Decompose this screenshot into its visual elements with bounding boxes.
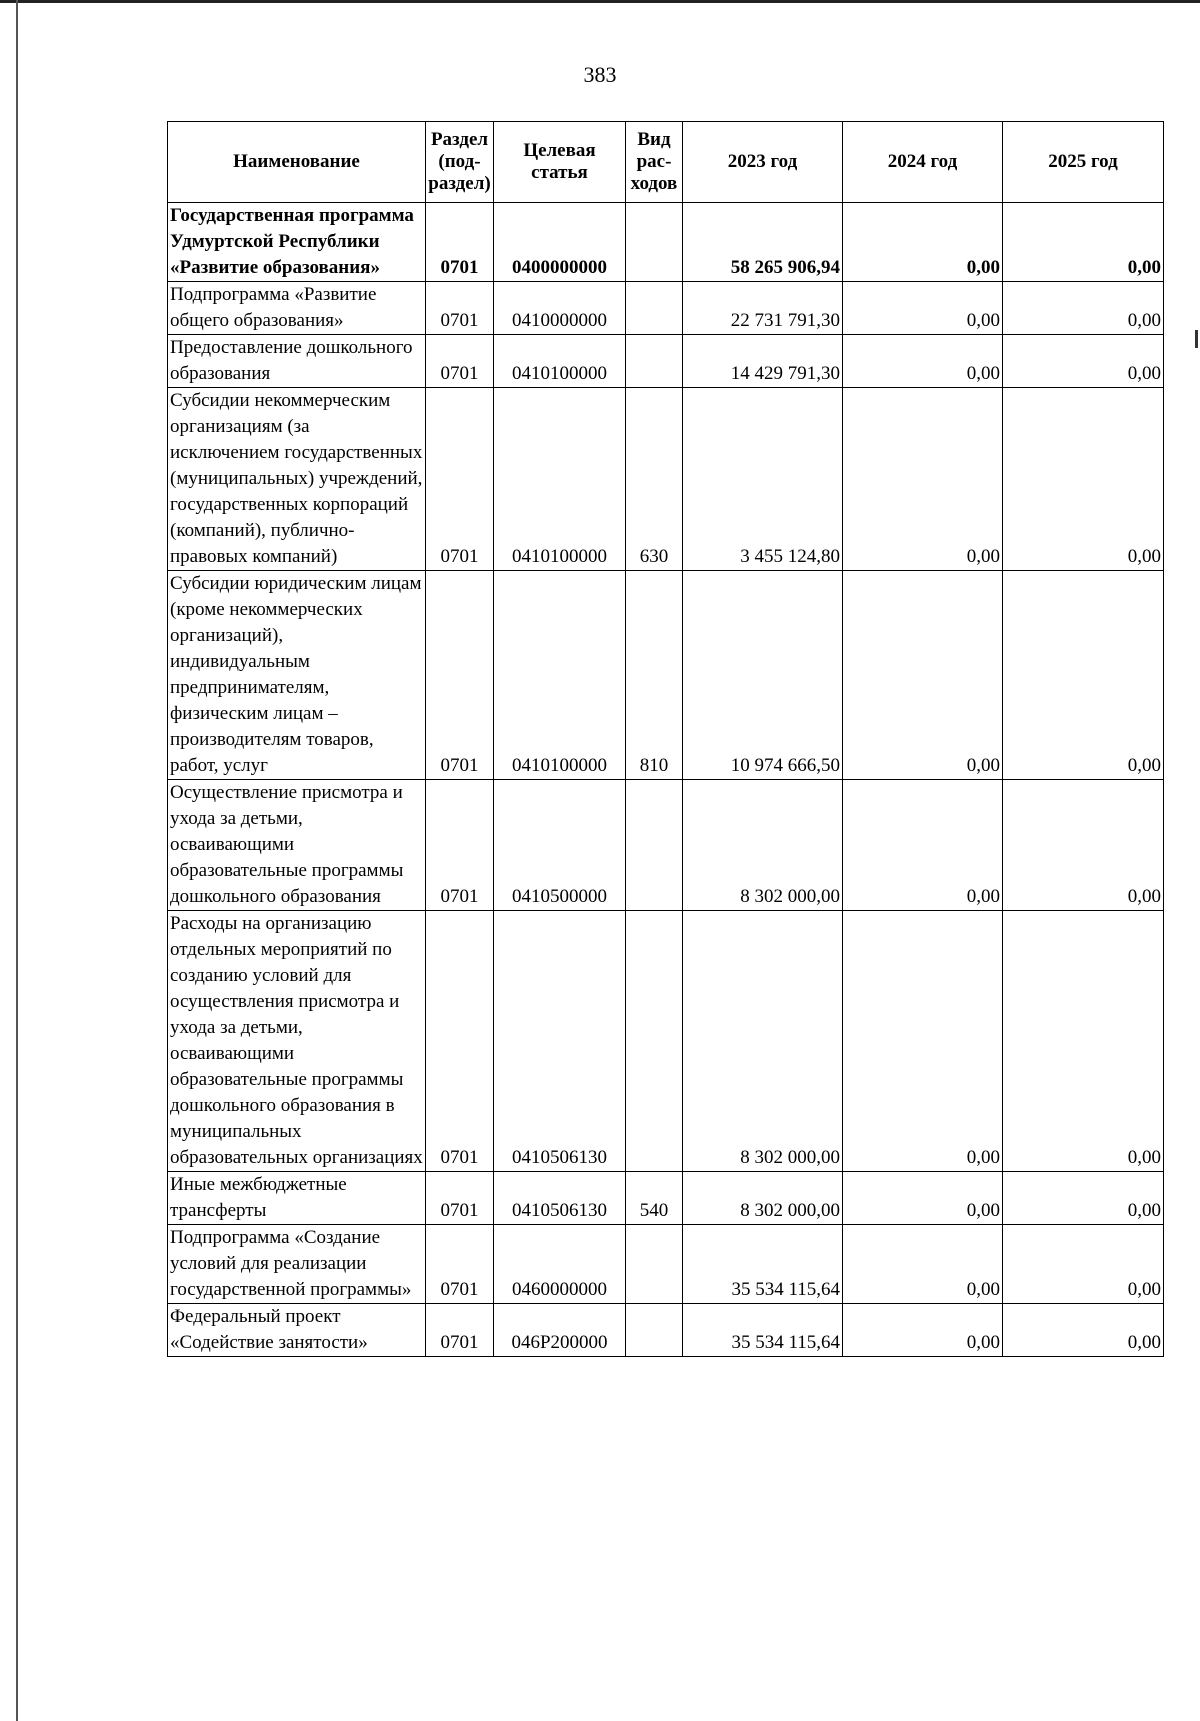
budget-table [167, 121, 1164, 1357]
row-kind [626, 335, 683, 388]
row-kind [626, 911, 683, 1172]
row-kind [626, 203, 683, 282]
row-name: Подпрограмма «Создание условий для реализации государственной программы» [168, 1225, 426, 1304]
table-row [168, 1172, 1164, 1225]
row-section: 0701 [426, 282, 494, 335]
row-section: 0701 [426, 388, 494, 571]
row-2024: 0,00 [843, 911, 1003, 1172]
row-section: 0701 [426, 780, 494, 911]
row-2023: 14 429 791,30 [683, 335, 843, 388]
row-name: Федеральный проект «Содействие занятости» [168, 1304, 426, 1357]
table-row [168, 335, 1164, 388]
row-name: Осуществление присмотра и ухода за детьми, осваивающими образовательные программы дошкольного образования [168, 780, 426, 911]
row-name: Предоставление дошкольного образования [168, 335, 426, 388]
row-2023: 8 302 000,00 [683, 1172, 843, 1225]
row-target: 0410100000 [494, 388, 626, 571]
row-2024: 0,00 [843, 203, 1003, 282]
row-name: Субсидии некоммерческим организациям (за исключением государственных (муниципальных) учреждений, государственных корпораций (компаний), публично-правовых компаний) [168, 388, 426, 571]
table-row [168, 1225, 1164, 1304]
row-kind: 630 [626, 388, 683, 571]
header-2025: 2025 год [1003, 122, 1164, 203]
row-name: Государственная программа Удмуртской Республики «Развитие образования» [168, 203, 426, 282]
header-2023: 2023 год [683, 122, 843, 203]
row-2025: 0,00 [1003, 1225, 1164, 1304]
table-row [168, 282, 1164, 335]
row-2025: 0,00 [1003, 388, 1164, 571]
row-kind: 810 [626, 571, 683, 780]
row-2024: 0,00 [843, 282, 1003, 335]
table-row [168, 911, 1164, 1172]
row-target: 0410506130 [494, 1172, 626, 1225]
header-target: Целевая статья [494, 122, 626, 203]
row-kind [626, 1225, 683, 1304]
row-2025: 0,00 [1003, 203, 1164, 282]
row-name: Подпрограмма «Развитие общего образования» [168, 282, 426, 335]
row-2023: 10 974 666,50 [683, 571, 843, 780]
row-section: 0701 [426, 571, 494, 780]
header-kind: Вид рас-ходов [626, 122, 683, 203]
row-2025: 0,00 [1003, 282, 1164, 335]
row-target: 0410100000 [494, 571, 626, 780]
header-2024: 2024 год [843, 122, 1003, 203]
table-row [168, 203, 1164, 282]
row-section: 0701 [426, 1304, 494, 1357]
row-2024: 0,00 [843, 1225, 1003, 1304]
header-name: Наименование [168, 122, 426, 203]
scan-edge-left [16, 0, 18, 1721]
row-section: 0701 [426, 335, 494, 388]
row-target: 046P200000 [494, 1304, 626, 1357]
scan-edge-top [0, 0, 1200, 3]
row-name: Расходы на организацию отдельных мероприятий по созданию условий для осуществления присмотра и ухода за детьми, осваивающими образовательные программы дошкольного образования в муниципальных образовательных организациях [168, 911, 426, 1172]
table-row [168, 780, 1164, 911]
row-2023: 3 455 124,80 [683, 388, 843, 571]
row-2025: 0,00 [1003, 1304, 1164, 1357]
row-2023: 35 534 115,64 [683, 1304, 843, 1357]
row-2024: 0,00 [843, 780, 1003, 911]
row-kind: 540 [626, 1172, 683, 1225]
row-2025: 0,00 [1003, 780, 1164, 911]
row-target: 0410500000 [494, 780, 626, 911]
row-2023: 22 731 791,30 [683, 282, 843, 335]
row-2025: 0,00 [1003, 571, 1164, 780]
page-number: 383 [583, 62, 617, 87]
row-name: Субсидии юридическим лицам (кроме некоммерческих организаций), индивидуальным предпринимателям, физическим лицам – производителям товаров, работ, услуг [168, 571, 426, 780]
row-target: 0460000000 [494, 1225, 626, 1304]
row-2025: 0,00 [1003, 1172, 1164, 1225]
scan-edge-mark [1195, 330, 1198, 348]
row-2023: 8 302 000,00 [683, 911, 843, 1172]
row-2023: 58 265 906,94 [683, 203, 843, 282]
row-2024: 0,00 [843, 335, 1003, 388]
row-kind [626, 1304, 683, 1357]
row-section: 0701 [426, 203, 494, 282]
row-2023: 8 302 000,00 [683, 780, 843, 911]
row-2024: 0,00 [843, 571, 1003, 780]
row-target: 0410000000 [494, 282, 626, 335]
row-2025: 0,00 [1003, 911, 1164, 1172]
row-2024: 0,00 [843, 1172, 1003, 1225]
row-target: 0410506130 [494, 911, 626, 1172]
row-2024: 0,00 [843, 388, 1003, 571]
table-row [168, 1304, 1164, 1357]
row-section: 0701 [426, 1225, 494, 1304]
row-section: 0701 [426, 1172, 494, 1225]
header-section: Раздел (под-раздел) [426, 122, 494, 203]
row-target: 0410100000 [494, 335, 626, 388]
table-row [168, 388, 1164, 571]
row-2023: 35 534 115,64 [683, 1225, 843, 1304]
row-2025: 0,00 [1003, 335, 1164, 388]
table-header-row [168, 122, 1164, 203]
row-name: Иные межбюджетные трансферты [168, 1172, 426, 1225]
row-2024: 0,00 [843, 1304, 1003, 1357]
row-kind [626, 780, 683, 911]
table-row [168, 571, 1164, 780]
row-kind [626, 282, 683, 335]
row-target: 0400000000 [494, 203, 626, 282]
row-section: 0701 [426, 911, 494, 1172]
